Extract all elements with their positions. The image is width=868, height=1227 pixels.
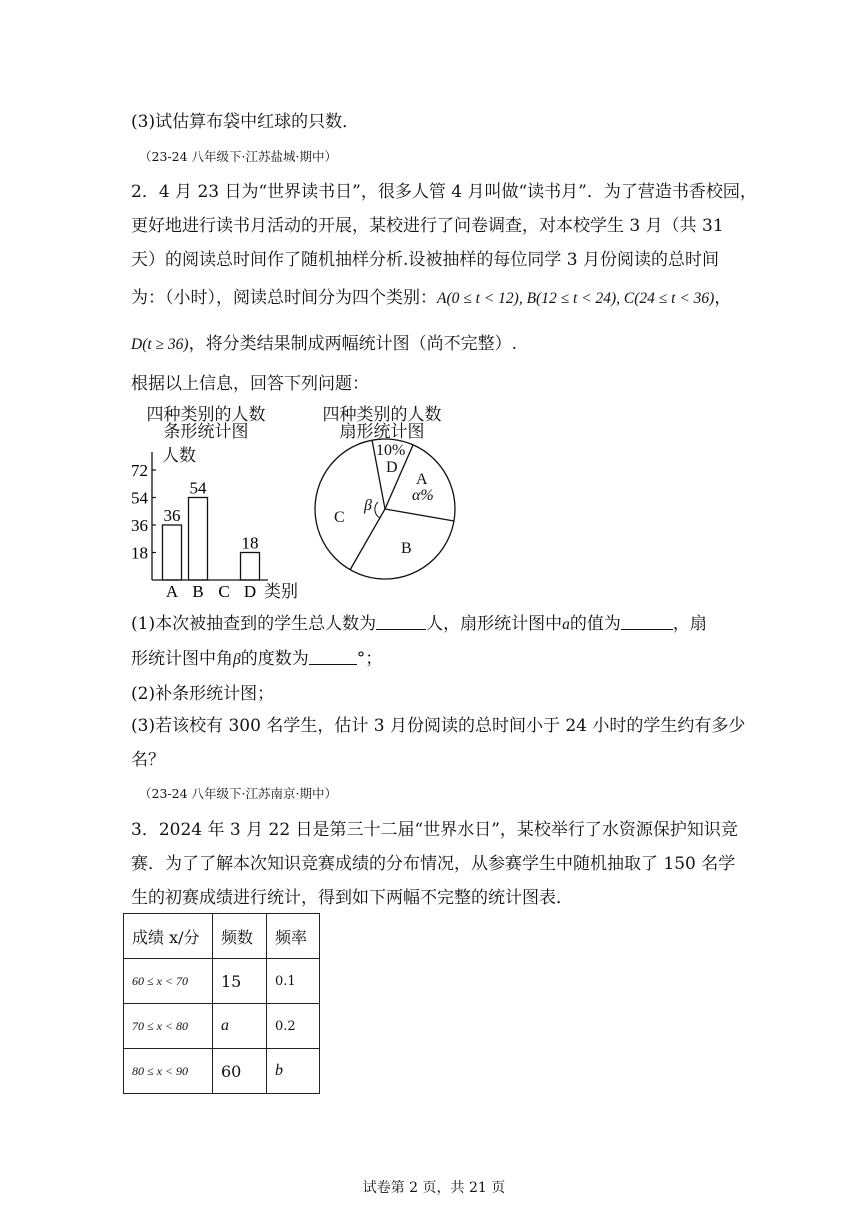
- q2-text-line2: 更好地进行读书月活动的开展，某校进行了问卷调查，对本校学生 3 月（共 31: [131, 216, 724, 236]
- q2-part1-text-d: ，扇: [672, 614, 707, 634]
- pie-a-percent: α%: [412, 487, 434, 504]
- table-cell: 0.1: [267, 959, 320, 1004]
- bar-B: [189, 498, 208, 581]
- table-header-frequency: 频数: [213, 914, 267, 959]
- table-cell: 0.2: [267, 1004, 320, 1049]
- q2-category-d: D(t ≥ 36): [131, 336, 189, 353]
- y-tick-label: 36: [131, 516, 148, 535]
- pie-chart-title-1: 四种类别的人数: [322, 405, 442, 424]
- pie-d-label: D: [386, 459, 398, 476]
- bar-D: [241, 553, 260, 581]
- bar-chart-title-1: 四种类别的人数: [146, 405, 266, 424]
- bar-value-label-A: 36: [163, 506, 181, 525]
- q1-part3: (3)试估算布袋中红球的只数．: [131, 112, 360, 132]
- x-category-label-A: A: [165, 582, 179, 601]
- q2-part1-text-g: °；: [356, 649, 383, 669]
- q3-text-line3: 生的初赛成绩进行统计，得到如下两幅不完整的统计图表．: [131, 888, 573, 908]
- table-header-score: 成绩 x/分: [124, 914, 213, 959]
- table-header-row: [124, 914, 320, 959]
- pie-d-percent: 10%: [376, 442, 406, 459]
- answer-blank-beta[interactable]: [309, 648, 357, 665]
- table-cell: b: [267, 1049, 320, 1094]
- q2-part1-line1: [131, 612, 707, 637]
- page-footer: 试卷第 2 页，共 21 页: [362, 1180, 506, 1196]
- q2-text-line6: 根据以上信息，回答下列问题：: [131, 374, 369, 394]
- pie-a-label: A: [416, 471, 428, 488]
- table-cell: 60: [213, 1049, 267, 1094]
- pie-b-label: B: [401, 540, 412, 557]
- bar-A: [163, 525, 182, 580]
- q2-text-line4: [131, 286, 731, 311]
- table-cell: a: [213, 1004, 267, 1049]
- q2-part3-line2: 名？: [131, 750, 165, 770]
- frequency-table: [123, 913, 320, 1094]
- table-cell: 80 ≤ x < 90: [124, 1049, 213, 1094]
- q2-part1-var-a: a: [562, 616, 570, 633]
- q2-part1-text-f: 的度数为: [240, 649, 309, 669]
- q3-text-line2: 赛．为了了解本次知识竞赛成绩的分布情况，从参赛学生中随机抽取了 150 名学: [131, 854, 736, 874]
- source-tag-q2: （23-24 八年级下·江苏盐城·期中）: [139, 149, 337, 164]
- y-tick-label: 18: [131, 543, 148, 563]
- y-tick-label: 54: [131, 488, 148, 508]
- x-category-label-B: B: [192, 582, 204, 601]
- table-cell: 70 ≤ x < 80: [124, 1004, 213, 1049]
- q2-part1-var-beta: β: [233, 651, 241, 668]
- q2-part3-line1: (3)若该校有 300 名学生，估计 3 月份阅读的总时间小于 24 小时的学生约有多少: [131, 716, 746, 736]
- table-header-rate: 频率: [267, 914, 320, 959]
- pie-c-label: C: [334, 509, 345, 526]
- q2-part2: (2)补条形统计图；: [131, 684, 275, 704]
- bar-value-label-D: 18: [241, 533, 259, 553]
- pie-chart-title-2: 扇形统计图: [339, 422, 425, 441]
- bar-chart-title-2: 条形统计图: [163, 422, 249, 441]
- bar-value-label-B: 54: [189, 478, 207, 498]
- pie-chart: [308, 398, 468, 588]
- pie-beta-arc: [375, 502, 380, 518]
- q3-text-line1: 3．2024 年 3 月 22 日是第三十二届“世界水日”，某校举行了水资源保护知识竞: [131, 820, 738, 840]
- answer-blank-a[interactable]: [621, 613, 673, 630]
- x-category-label-C: C: [218, 582, 230, 601]
- table-cell: 15: [213, 959, 267, 1004]
- q2-part1-line2: [131, 647, 382, 672]
- table-row: [124, 959, 320, 1004]
- table-cell: 60 ≤ x < 70: [124, 959, 213, 1004]
- x-category-label-D: D: [243, 582, 257, 601]
- source-tag-q3: （23-24 八年级下·江苏南京·期中）: [139, 786, 337, 801]
- pie-radius-a-b: [385, 509, 454, 521]
- q2-line5-text: ，将分类结果制成两幅统计图（尚不完整）.: [188, 334, 517, 354]
- bar-chart-xlabel: 类别: [264, 582, 298, 601]
- y-tick-label: 72: [131, 461, 148, 480]
- answer-blank-total[interactable]: [376, 613, 426, 630]
- q2-line4-comma: ，: [714, 288, 732, 308]
- q2-text-line3: 天）的阅读总时间作了随机抽样分析.设被抽样的每位同学 3 月份阅读的总时间: [131, 250, 720, 270]
- bar-chart-ylabel: 人数: [162, 446, 196, 465]
- q2-part1-text-a: (1)本次被抽查到的学生总人数为: [131, 614, 377, 634]
- table-row: [124, 1049, 320, 1094]
- q2-part1-text-e: 形统计图中角: [131, 649, 233, 669]
- table-row: [124, 1004, 320, 1049]
- q2-categories-abc: A(0 ≤ t < 12), B(12 ≤ t < 24), C(24 ≤ t < 36): [437, 290, 715, 307]
- q2-text-line5: [131, 332, 517, 357]
- q2-part1-text-b: 人，扇形统计图中: [426, 614, 563, 634]
- bar-chart: [118, 398, 308, 604]
- pie-beta-label: β: [364, 497, 372, 514]
- q2-part1-text-c: 的值为: [569, 614, 621, 634]
- q2-line4-text: 为：（小时），阅读总时间分为四个类别：: [131, 288, 437, 308]
- q2-text-line1: 2．4 月 23 日为“世界读书日”，很多人管 4 月叫做“读书月”．为了营造书香校园，: [131, 182, 757, 202]
